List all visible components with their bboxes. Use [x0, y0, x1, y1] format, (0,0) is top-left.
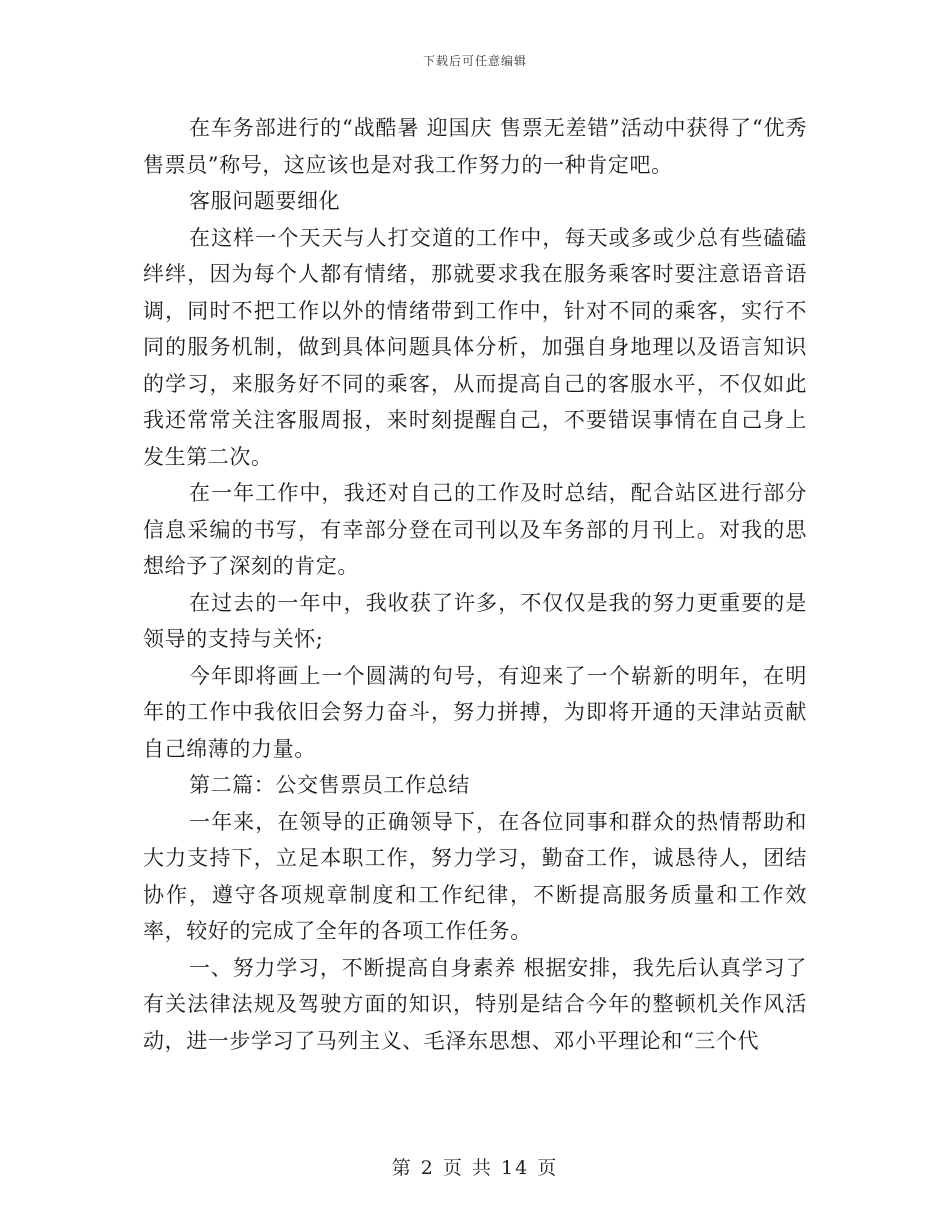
paragraph-next-year: 今年即将画上一个圆满的句号，有迎来了一个崭新的明年，在明年的工作中我依旧会努力奋斗，努力拼搏，为即将开通的天津站贡献自己绵薄的力量。: [143, 663, 807, 761]
paragraph-gains: 在过去的一年中，我收获了许多，不仅仅是我的努力更重要的是领导的支持与关怀;: [143, 590, 807, 651]
page-header-note: 下载后可任意编辑: [422, 54, 527, 68]
paragraph-study: 一、努力学习，不断提高自身素养 根据安排，我先后认真学习了有关法律法规及驾驶方面的知识，特别是结合今年的整顿机关作风活动，进一步学习了马列主义、毛泽东思想、邓小平理论和“三个代: [143, 955, 807, 1053]
paragraph-award: 在车务部进行的“战酷暑 迎国庆 售票无差错”活动中获得了“优秀售票员”称号，这应该也是对我工作努力的一种肯定吧。: [143, 116, 807, 177]
paragraph-customer-service: 在这样一个天天与人打交道的工作中，每天或多或少总有些磕磕绊绊，因为每个人都有情绪，那就要求我在服务乘客时要注意语音语调，同时不把工作以外的情绪带到工作中，针对不同的乘客，实行不同的服务机制，做到具体问题具体分析，加强自身地理以及语言知识的学习，来服务好不同的乘客，从而提高自己的客服水平，不仅如此我还常常关注客服周报，来时刻提醒自己，不要错误事情在自己身上发生第二次。: [143, 225, 807, 469]
section-heading-part-two: 第二篇：公交售票员工作总结: [189, 773, 470, 797]
section-heading-customer-service: 客服问题要细化: [189, 189, 341, 213]
paragraph-work-summary: 在一年工作中，我还对自己的工作及时总结，配合站区进行部分信息采编的书写，有幸部分登在司刊以及车务部的月刊上。对我的思想给予了深刻的肯定。: [143, 481, 807, 578]
document-body: [143, 110, 807, 1059]
page-number-footer: 第 2 页 共 14 页: [391, 1157, 559, 1179]
paragraph-year-overview: 一年来，在领导的正确领导下，在各位同事和群众的热情帮助和大力支持下，立足本职工作，努力学习，勤奋工作，诚恳待人，团结协作，遵守各项规章制度和工作纪律，不断提高服务质量和工作效率，较好的完成了全年的各项工作任务。: [143, 809, 807, 943]
